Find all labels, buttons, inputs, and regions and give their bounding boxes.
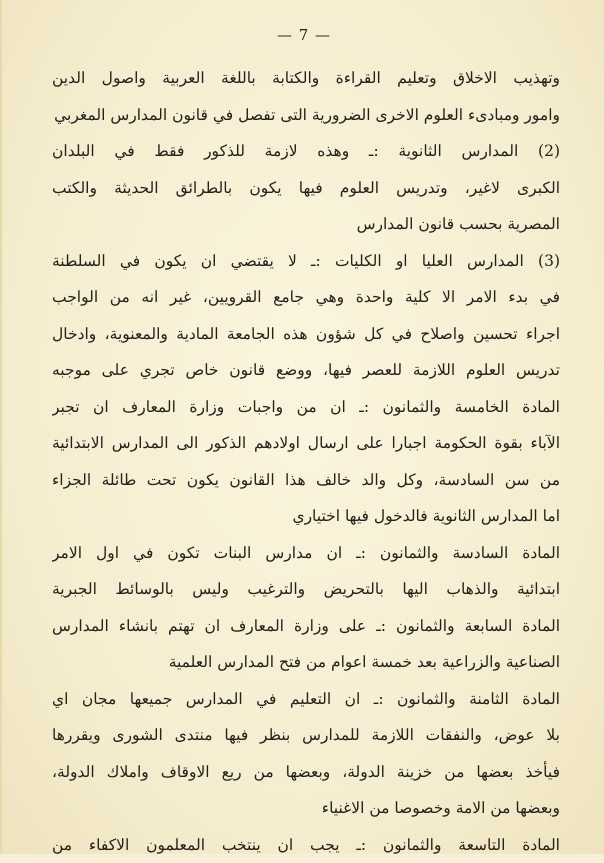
text-line: ابتدائية والذهاب اليها بالتحريض والترغيب وليس بالوسائط الجبرية: [52, 571, 560, 608]
text-line: المصرية بحسب قانون المدارس: [52, 206, 560, 243]
text-line: المادة الخامسة والثمانون :ـ ان من واجبات وزارة المعارف ان تجبر: [52, 389, 560, 426]
text-line: من سن السادسة، وكل والد خالف هذا القانون يكون تحت طائلة الجزاء: [52, 462, 560, 499]
text-line: (2) المدارس الثانوية :ـ وهذه لازمة للذكور فقط في البلدان: [52, 133, 560, 170]
text-line: (3) المدارس العليا او الكليات :ـ لا يقتضي ان يكون في السلطنة: [52, 243, 560, 280]
text-line: المادة السابعة والثمانون :ـ على وزارة المعارف ان تهتم بانشاء المدارس: [52, 608, 560, 645]
text-line: تدريس العلوم اللازمة للعصر فيها، ووضع قانون خاص تجري على موجبه: [52, 352, 560, 389]
text-line: وتهذيب الاخلاق وتعليم القراءة والكتابة باللغة العربية واصول الدين: [52, 60, 560, 97]
text-line: اما المدارس الثانوية فالدخول فيها اختياري: [52, 498, 560, 535]
page-number: — 7 —: [2, 26, 604, 44]
text-line: الصناعية والزراعية بعد خمسة اعوام من فتح المدارس العلمية: [52, 644, 560, 681]
text-line: الآباء بقوة الحكومة اجبارا على ارسال اولادهم الذكور الى المدارس الابتدائية: [52, 425, 560, 462]
text-line: المادة التاسعة والثمانون :ـ يجب ان ينتخب المعلمون الاكفاء من: [52, 827, 560, 863]
text-line: المادة السادسة والثمانون :ـ ان مدارس البنات تكون في اول الامر: [52, 535, 560, 572]
text-line: اجراء تحسين واصلاح في كل شؤون هذه الجامعة المادية والمعنوية، وادخال: [52, 316, 560, 353]
text-line: بلا عوض، والنفقات اللازمة للمدارس بنظر فيها منتدى الشورى ويقررها: [52, 717, 560, 754]
text-line: وبعضها من الامة وخصوصا من الاغنياء: [52, 790, 560, 827]
body-text: [52, 60, 560, 863]
text-line: فيأخذ بعضها من خزينة الدولة، وبعضها من ريع الاوقاف واملاك الدولة،: [52, 754, 560, 791]
text-line: الكبرى لاغير، وتدريس العلوم فيها يكون بالطرائق الحديثة والكتب: [52, 170, 560, 207]
text-line: المادة الثامنة والثمانون :ـ ان التعليم في المدارس جميعها مجان اي: [52, 681, 560, 718]
text-line: وامور ومبادىء العلوم الاخرى الضرورية التى تفصل في قانون المدارس المغربي: [52, 97, 560, 134]
text-line: في بدء الامر الا كلية واحدة وهي جامع القرويين، غير انه من الواجب: [52, 279, 560, 316]
